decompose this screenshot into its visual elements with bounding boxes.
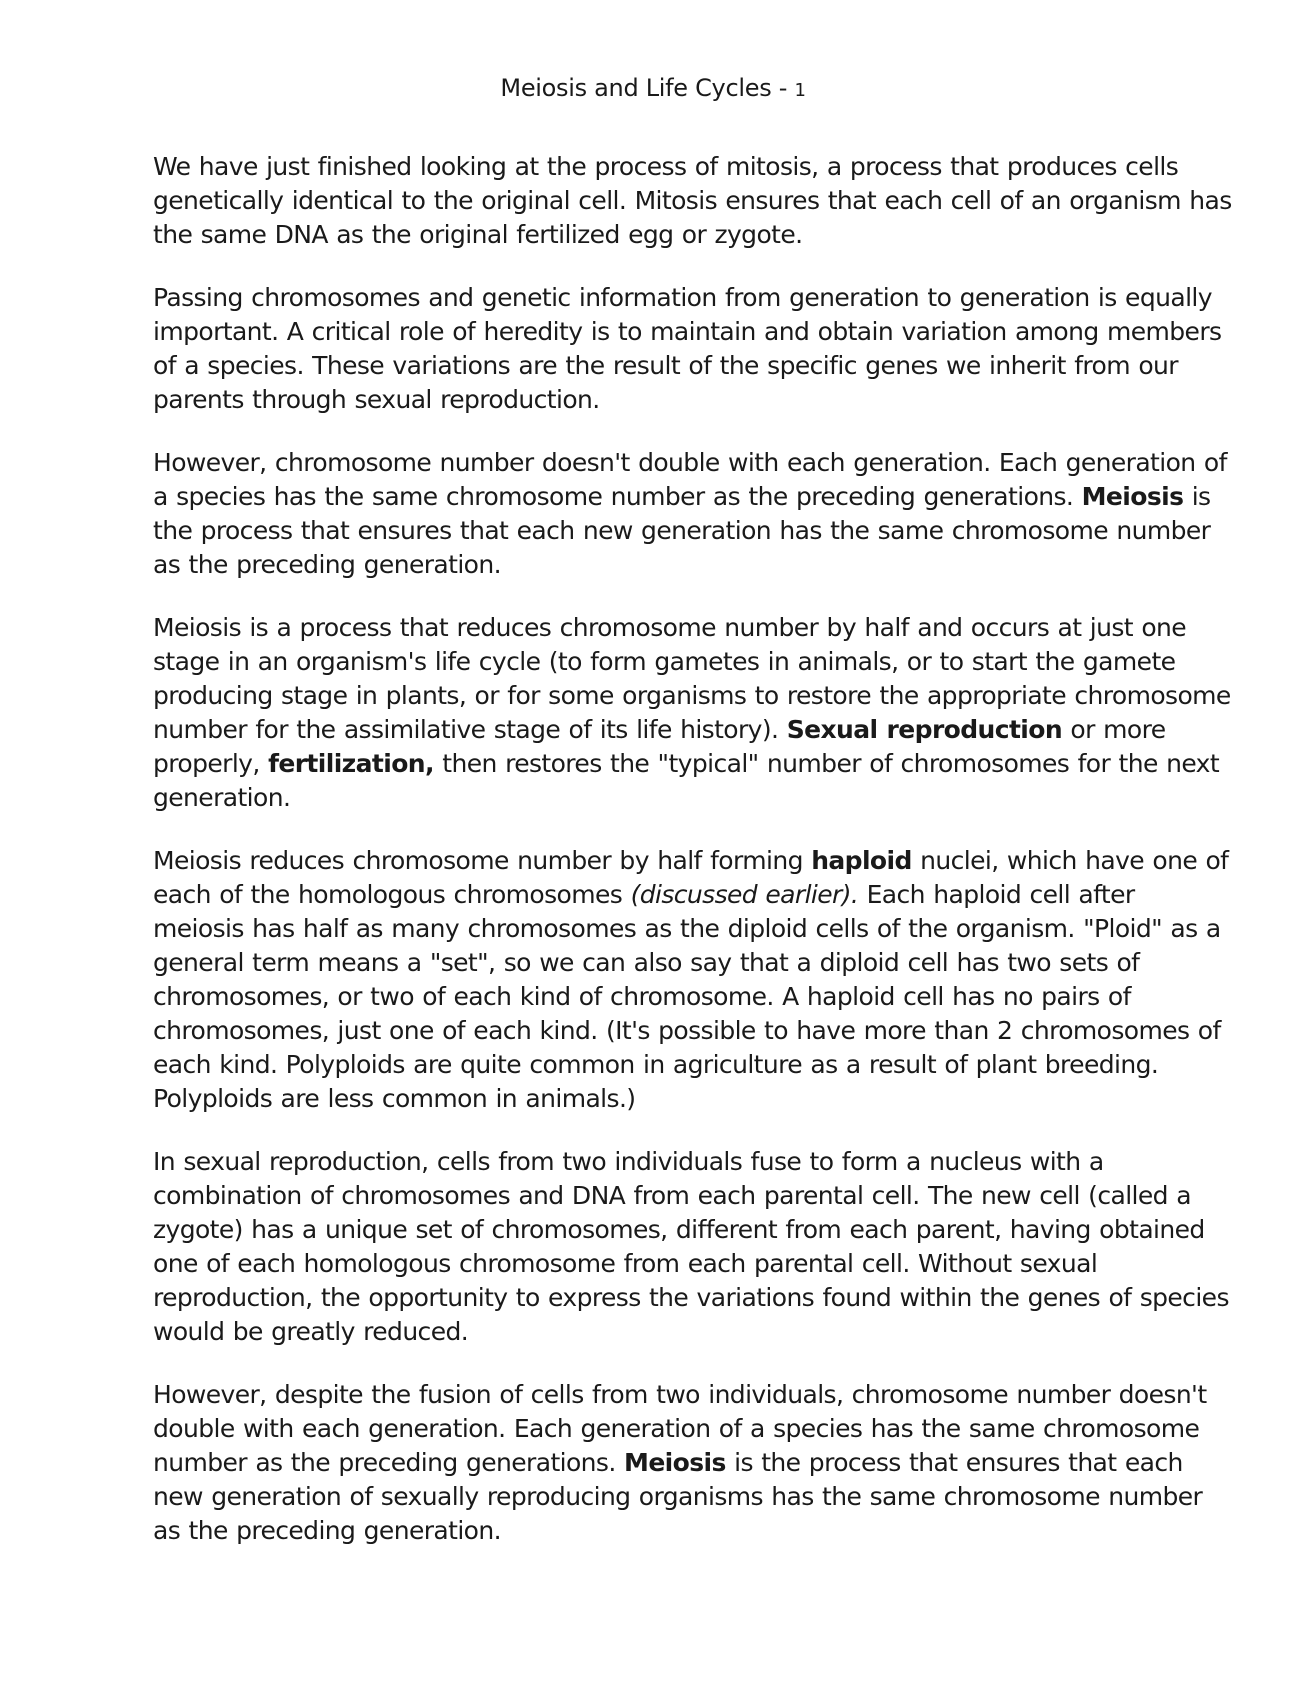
paragraph-text: We have just finished looking at the process of mitosis, a process that produces cells genetically identical to the original cell. Mitosis ensures that each cell of an organism has the same DNA as the original fertilized egg or zygote. xyxy=(153,152,1232,249)
paragraph-text: then restores the "typical" number of chromosomes for the next generation. xyxy=(153,749,1220,812)
paragraph-text: In sexual reproduction, cells from two individuals fuse to form a nucleus with a combination of chromosomes and DNA from each parental cell. The new cell (called a zygote) has a unique set of chromosomes, different from each parent, having obtained one of each homologous chromosome from each parental cell. Without sexual reproduction, the opportunity to express the variations found within the genes of species would be greatly reduced. xyxy=(153,1147,1229,1346)
term-meiosis: Meiosis xyxy=(1081,482,1184,511)
term-fertilization: fertilization, xyxy=(268,749,434,778)
title-text: Meiosis and Life Cycles - xyxy=(500,74,788,102)
paragraph-text: Passing chromosomes and genetic information from generation to generation is equally important. A critical role of heredity is to maintain and obtain variation among members of a species. These variations are the result of the specific genes we inherit from our parents through sexual reproduction. xyxy=(153,283,1222,414)
paragraph-6 xyxy=(153,1145,1233,1349)
paragraph-5 xyxy=(153,844,1233,1116)
term-sexual-reproduction: Sexual reproduction xyxy=(786,715,1063,744)
paragraph-2 xyxy=(153,281,1233,417)
paragraph-1 xyxy=(153,150,1233,252)
paragraph-3 xyxy=(153,446,1233,582)
paragraph-text: or more properly, xyxy=(153,715,1166,778)
paragraph-text: However, chromosome number doesn't double with each generation. Each generation of a species has the same chromosome number as the preceding generations. xyxy=(153,448,1227,511)
page-number: 1 xyxy=(794,80,806,101)
paragraph-text: However, despite the fusion of cells from two individuals, chromosome number doesn't double with each generation. Each generation of a species has the same chromosome number as the preceding generations. xyxy=(153,1380,1207,1477)
page-title xyxy=(0,74,1306,102)
italic-note: (discussed earlier). xyxy=(630,880,859,909)
paragraph-text: Meiosis is a process that reduces chromosome number by half and occurs at just one stage in an organism's life cycle (to form gametes in animals, or to start the gamete producing stage in plants, or for some organisms to restore the appropriate chromosome number for the assimilative stage of its life history). xyxy=(153,613,1231,744)
paragraph-7 xyxy=(153,1378,1233,1548)
term-meiosis: Meiosis xyxy=(624,1448,726,1477)
paragraph-text: nuclei, which have one of each of the homologous chromosomes xyxy=(153,846,1229,909)
paragraph-4 xyxy=(153,611,1233,815)
paragraph-text: is the process that ensures that each new generation has the same chromosome number as the preceding generation. xyxy=(153,482,1211,579)
paragraph-text: Meiosis reduces chromosome number by half forming xyxy=(153,846,812,875)
paragraph-text: Each haploid cell after meiosis has half as many chromosomes as the diploid cells of the organism. "Ploid" as a general term means a "set", so we can also say that a diploid cell has two sets of chromosomes, or two of each kind of chromosome. A haploid cell has no pairs of chromosomes, just one of each kind. (It's possible to have more than 2 chromosomes of each kind. Polyploids are quite common in agriculture as a result of plant breeding. Polyploids are less common in animals.) xyxy=(153,880,1221,1113)
document-body xyxy=(153,150,1233,1577)
term-haploid: haploid xyxy=(811,846,912,875)
paragraph-text: is the process that ensures that each new generation of sexually reproducing organisms has the same chromosome number as the preceding generation. xyxy=(153,1448,1203,1545)
